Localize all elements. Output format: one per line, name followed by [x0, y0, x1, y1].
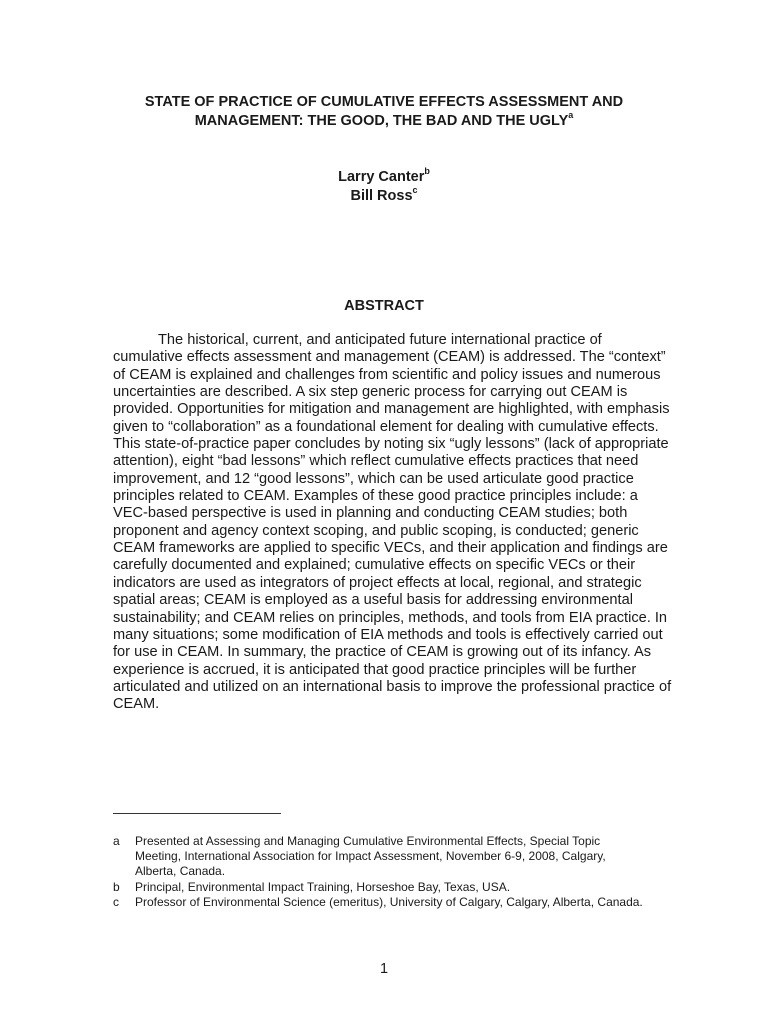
abstract-body [113, 332, 673, 714]
author-name: Bill Ross [350, 188, 413, 204]
footnote-text: Professor of Environmental Science (emeritus), University of Calgary, Calgary, Alberta, Canada. [135, 894, 643, 909]
footnote-text: Presented at Assessing and Managing Cumulative Environmental Effects, Special Topic Meeting, International Association for Impact Assessment, November 6-9, 2008, Calgary, Alberta, Canada. [135, 834, 606, 879]
footnote-marker: c [113, 894, 119, 909]
author-list [200, 168, 568, 206]
author-2 [200, 187, 568, 206]
footnote-item [113, 880, 643, 895]
author-footnote-marker: c [412, 185, 418, 196]
footnote-separator [113, 813, 281, 814]
title-footnote-marker: a [568, 110, 574, 121]
footnote-marker: b [113, 879, 120, 894]
abstract-text: The historical, current, and anticipated future international practice of cumulative effects assessment and management (CEAM) is addressed. The “context” of CEAM is explained and challenges from scientific and policy issues and numerous uncertainties are described. A six step generic process for carrying out CEAM is provided. Opportunities for mitigation and management are highlighted, with emphasis given to “collaboration” as a foundational element for dealing with cumulative effects. This state-of-practice paper concludes by noting six “ugly lessons” (lack of appropriate attention), eight “bad lessons” which reflect cumulative effects practices that need improvement, and 12 “good lessons”, which can be used articulate good practice principles related to CEAM. Examples of these good practice principles include: a VEC-based perspective is used in planning and conducting CEAM studies; both proponent and agency context scoping, and public scoping, is conducted; generic CEAM frameworks are applied to specific VECs, and their application and findings are carefully documented and explained; cumulative effects on specific VECs or their indicators are used as integrators of project effects at local, regional, and strategic spatial areas; CEAM is employed as a useful basis for addressing environmental sustainability; and CEAM relies on principles, methods, and tools from EIA practice. In many situations; some modification of EIA methods and tools is effectively carried out for use in CEAM. In summary, the practice of CEAM is growing out of its infancy. As experience is accrued, it is anticipated that good practice principles will be further articulated and utilized on an international basis to improve the professional practice of CEAM. [113, 332, 672, 713]
author-name: Larry Canter [338, 169, 425, 185]
footnote-list [113, 834, 643, 910]
footnote-item [113, 834, 643, 880]
paper-title-text: STATE OF PRACTICE OF CUMULATIVE EFFECTS ASSESSMENT AND MANAGEMENT: THE GOOD, THE BAD AND THE UGLY [144, 94, 624, 129]
footnote-item [113, 895, 643, 910]
footnote-text: Principal, Environmental Impact Training, Horseshoe Bay, Texas, USA. [135, 879, 511, 894]
paper-title [100, 93, 668, 131]
abstract-heading: ABSTRACT [344, 298, 424, 314]
author-1 [200, 168, 568, 187]
page-number: 1 [379, 961, 389, 977]
footnote-marker: a [113, 834, 120, 848]
author-footnote-marker: b [424, 166, 430, 177]
